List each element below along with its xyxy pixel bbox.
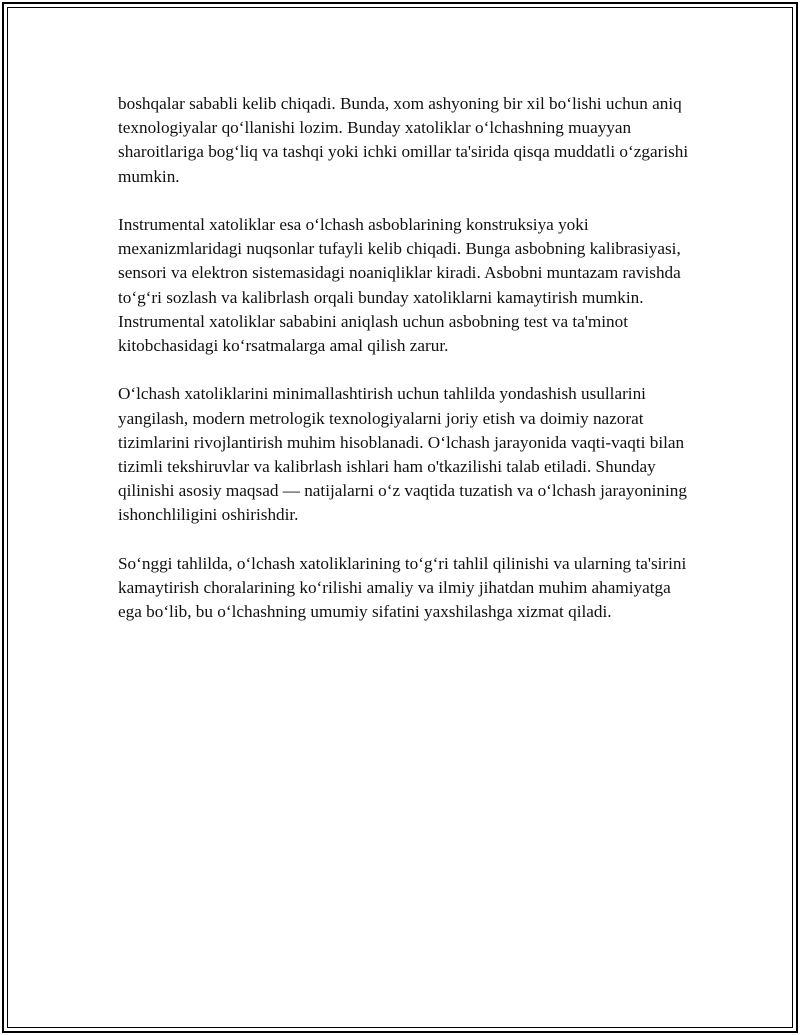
paragraph-error-minimization: O‘lchash xatoliklarini minimallashtirish uchun tahlilda yondashish usullarini yangilash, modern metrologik texnologiyalarni joriy etish va doimiy nazorat tizimlarini rivojlantirish muhim hisoblanadi. O‘lchash jarayonida vaqti-vaqti bilan tizimli tekshiruvlar va kalibrlash ishlari ham o'tkazilishi talab etiladi. Shunday qilinishi asosiy maqsad — natijalarni o‘z vaqtida tuzatish va o‘lchash jarayonining ishonchliligini oshirishdir. [118,384,687,525]
document-body [118,92,690,649]
paragraph-instrumental-errors: Instrumental xatoliklar esa o‘lchash asboblarining konstruksiya yoki mexanizmlaridagi nuqsonlar tufayli kelib chiqadi. Bunga asbobning kalibrasiyasi, sensori va elektron sistemasidagi noaniqliklar kiradi. Asbobni muntazam ravishda to‘g‘ri sozlash va kalibrlash orqali bunday xatoliklarni kamaytirish mumkin. Instrumental xatoliklar sababini aniqlash uchun asbobning test va ta'minot kitobchasidagi ko‘rsatmalarga amal qilish zarur. [118,215,681,356]
paragraph-conclusion: So‘nggi tahlilda, o‘lchash xatoliklarining to‘g‘ri tahlil qilinishi va ularning ta'sirini kamaytirish choralarining ko‘rilishi amaliy va ilmiy jihatdan muhim ahamiyatga ega bo‘lib, bu o‘lchashning umumiy sifatini yaxshilashga xizmat qiladi. [118,553,687,622]
paragraph-continuation: boshqalar sababli kelib chiqadi. Bunda, xom ashyoning bir xil bo‘lishi uchun aniq texnologiyalar qo‘llanishi lozim. Bunday xatoliklar o‘lchashning muayyan sharoitlariga bog‘liq va tashqi yoki ichki omillar ta'sirida qisqa muddatli o‘zgarishi mumkin. [118,94,689,186]
